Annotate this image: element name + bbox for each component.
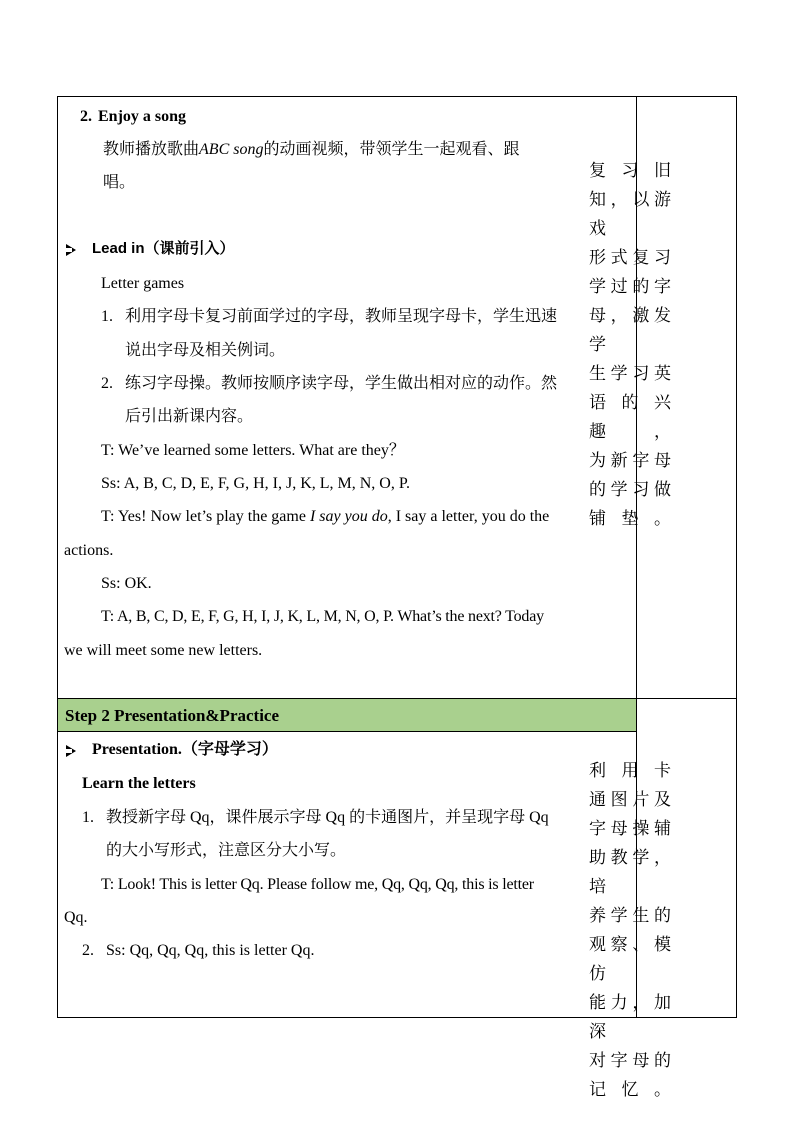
item2-number: 2. (101, 375, 113, 392)
dialog-line-3-a: T: Yes! Now let’s play the game (101, 508, 310, 525)
item1-number: 1. (101, 308, 113, 325)
enjoy-line-2: 唱。 (103, 174, 136, 191)
dialog-line-2: Ss: A, B, C, D, E, F, G, H, I, J, K, L, M, N, O, P. (101, 475, 410, 492)
purpose-note-line: 生 学 习 英 (589, 364, 671, 383)
purpose-note-line: 字 母 操 辅 (589, 819, 671, 838)
arrow-bullet-icon (66, 244, 76, 256)
purpose-note-line: 利 用 卡 (589, 761, 671, 780)
purpose-note-line: 养 学 生 的 (589, 906, 671, 925)
s2-item1-line-1: 教授新字母 Qq，课件展示字母 Qq 的卡通图片，并呈现字母 Qq (106, 809, 549, 826)
enjoy-title: Enjoy a song (98, 108, 187, 125)
item2-line-1: 练习字母操。教师按顺序读字母，学生做出相对应的动作。然 (125, 375, 558, 392)
purpose-note-line: 通 图 片 及 (589, 790, 671, 809)
step2-title: Step 2 Presentation&Practice (65, 706, 280, 725)
purpose-note-line: 观察、模仿 (589, 935, 671, 983)
leadin-title: Lead in（课前引入） (92, 240, 235, 257)
item1-line-1: 利用字母卡复习前面学过的字母，教师呈现字母卡，学生迅速 (125, 308, 558, 325)
purpose-note-line: 学 过 的 字 (589, 277, 671, 296)
purpose-note-1 (589, 156, 671, 533)
purpose-note-line: 母，激发学 (589, 306, 671, 354)
dialog-line-3 (101, 506, 549, 528)
dialog-line-3-cont: actions. (64, 542, 114, 559)
s2-item2-line: Ss: Qq, Qq, Qq, this is letter Qq. (106, 942, 315, 959)
s2-item1-number: 1. (82, 809, 94, 826)
purpose-note-line: 记忆。 (589, 1080, 671, 1099)
learn-letters-title: Learn the letters (82, 775, 196, 792)
presentation-title: Presentation.（字母学习） (92, 741, 278, 758)
enjoy-line-1-b: 的动画视频，带领学生一起观看、跟 (263, 141, 520, 158)
s2-dialog-line-1: T: Look! This is letter Qq. Please follow me, Qq, Qq, Qq, this is letter (101, 876, 534, 893)
s2-item2-number: 2. (82, 942, 94, 959)
item1-line-2: 说出字母及相关例词。 (125, 342, 286, 359)
song-name: ABC song (199, 141, 264, 158)
purpose-note-line: 复 习 旧 (589, 161, 671, 180)
purpose-note-line: 为 新 字 母 (589, 451, 671, 470)
purpose-note-line: 铺垫。 (589, 509, 671, 528)
purpose-note-2 (589, 756, 671, 1104)
purpose-note-line: 对 字 母 的 (589, 1051, 671, 1070)
step2-header-band (58, 699, 636, 732)
dialog-line-5-cont: we will meet some new letters. (64, 642, 263, 659)
dialog-line-3-b: , I say a letter, you do the (387, 508, 550, 525)
purpose-note-line: 的 学 习 做 (589, 480, 671, 499)
s2-item1-line-2: 的大小写形式，注意区分大小写。 (106, 842, 347, 859)
letter-games-label: Letter games (101, 275, 185, 292)
game-name: I say you do (309, 508, 388, 525)
s2-dialog-line-1-cont: Qq. (64, 909, 88, 926)
purpose-note-line: 能力，加深 (589, 993, 671, 1041)
dialog-line-4: Ss: OK. (101, 575, 152, 592)
purpose-note-line: 语的兴趣， (589, 393, 671, 441)
purpose-note-line: 知，以游戏 (589, 190, 671, 238)
arrow-bullet-icon (66, 745, 76, 757)
item2-line-2: 后引出新课内容。 (125, 408, 254, 425)
purpose-note-line: 形 式 复 习 (589, 248, 671, 267)
enjoy-line-1-a: 教师播放歌曲 (103, 141, 200, 158)
purpose-note-line: 助教学，培 (589, 848, 671, 896)
enjoy-number: 2. (80, 108, 92, 125)
dialog-line-1: T: We’ve learned some letters. What are they？ (101, 442, 405, 459)
dialog-line-5: T: A, B, C, D, E, F, G, H, I, J, K, L, M, N, O, P. What’s the next? Today (101, 608, 544, 625)
enjoy-line-1 (103, 139, 519, 161)
